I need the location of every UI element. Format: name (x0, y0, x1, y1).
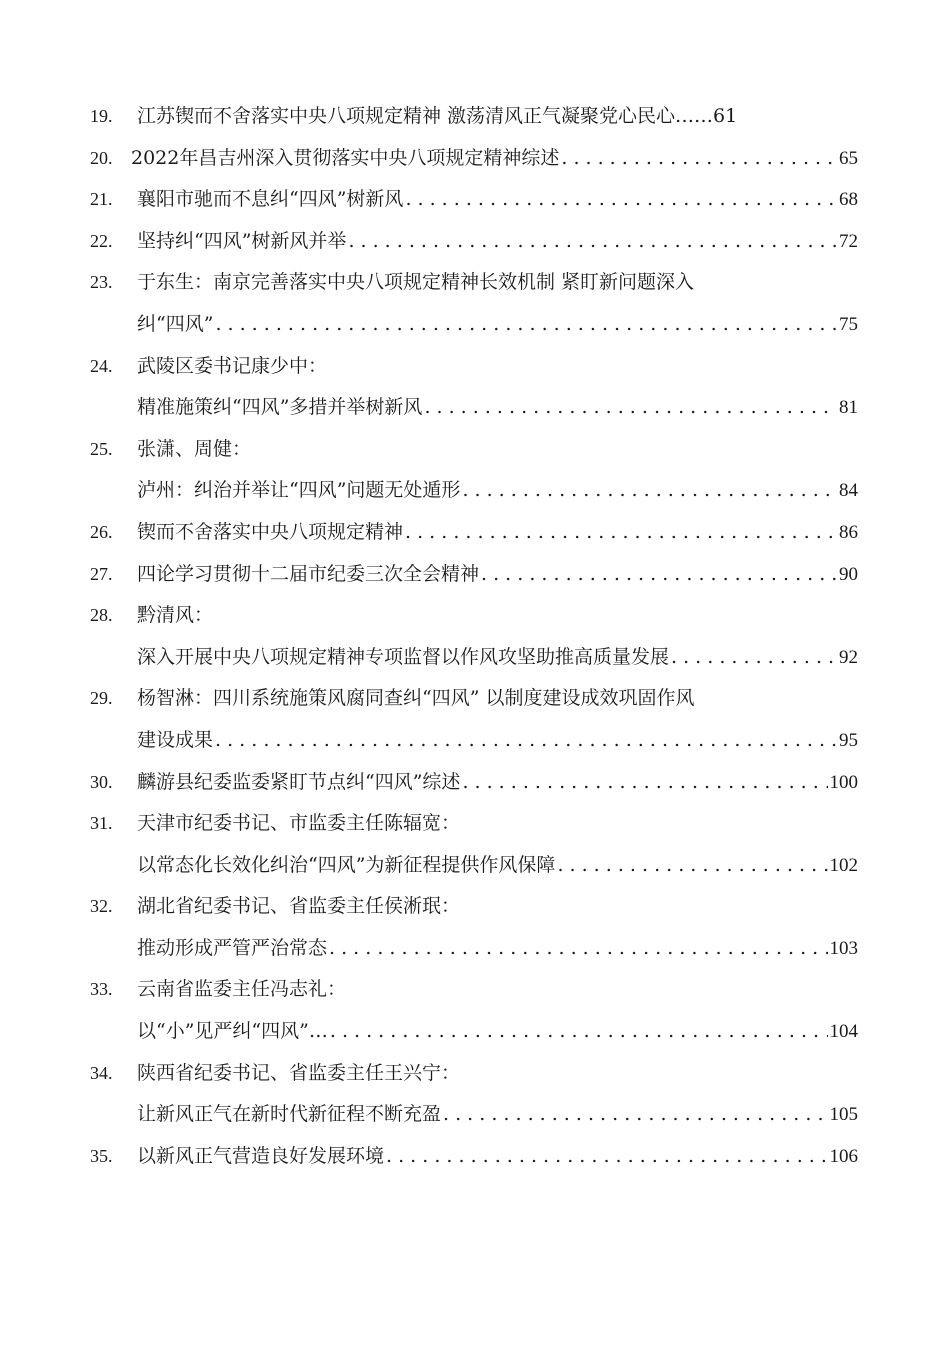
dot-leader (348, 221, 837, 263)
toc-line (0, 595, 950, 637)
toc-page-number: 102 (829, 854, 858, 876)
toc-entry-title: 坚持纠“四风”树新风并举 (137, 229, 347, 252)
toc-entry-title: 陕西省纪委书记、省监委主任王兴宁： (137, 1061, 461, 1084)
toc-entry[interactable] (137, 1094, 858, 1136)
dot-leader (481, 554, 837, 596)
toc-entry[interactable] (131, 138, 858, 180)
toc-line (0, 1053, 950, 1095)
toc-entry[interactable] (137, 346, 858, 388)
toc-entry[interactable] (137, 387, 858, 429)
toc-page-number: 100 (829, 771, 858, 793)
toc-entry-title: 泸州：纠治并举让“四风”问题无处遁形 (137, 479, 461, 502)
toc-entry-title: 纠“四风” (137, 312, 214, 335)
toc-line (0, 720, 950, 762)
toc-line (0, 1011, 950, 1053)
toc-entry-title: 武陵区委书记康少中： (137, 354, 328, 377)
toc-entry-number: 24. (90, 355, 113, 376)
toc-entry-number: 19. (90, 106, 113, 126)
toc-page-number: 75 (839, 313, 858, 335)
dot-leader (462, 762, 827, 804)
toc-line (0, 429, 950, 471)
toc-line (0, 886, 950, 928)
toc-line (0, 221, 950, 263)
toc-entry-title: 麟游县纪委监委紧盯节点纠“四风”综述 (137, 770, 461, 793)
toc-entry-number: 22. (90, 230, 113, 251)
toc-entry[interactable] (137, 470, 858, 512)
toc-entry[interactable] (137, 179, 858, 221)
toc-line (0, 346, 950, 388)
toc-entry-title: 深入开展中央八项规定精神专项监督以作风攻坚助推高质量发展 (137, 645, 670, 668)
toc-entry[interactable] (137, 1011, 858, 1053)
toc-page-number: 68 (839, 189, 858, 211)
toc-entry-title: 精准施策纠“四风”多措并举树新风 (137, 396, 423, 419)
toc-entry-title: 以常态化长效化纠治“四风”为新征程提供作风保障 (137, 853, 556, 876)
toc-entry-title: 云南省监委主任冯志礼： (137, 978, 347, 1001)
toc-line (0, 969, 950, 1011)
toc-page-number: 103 (829, 937, 858, 959)
toc-entry[interactable] (137, 803, 858, 845)
dot-leader (329, 928, 827, 970)
toc-entry[interactable] (137, 512, 858, 554)
toc-entry-number: 23. (90, 272, 113, 293)
toc-line (0, 803, 950, 845)
toc-line (0, 262, 950, 304)
toc-entry[interactable] (137, 637, 858, 679)
toc-entry-title: 锲而不舍落实中央八项规定精神 (137, 520, 404, 543)
toc-entry-number: 29. (90, 688, 113, 709)
dot-leader (386, 1136, 827, 1178)
toc-line (0, 304, 950, 346)
dot-leader (424, 387, 837, 429)
toc-entry-number: 25. (90, 438, 113, 459)
toc-entry-number: 21. (90, 189, 113, 210)
toc-entry-number: 28. (90, 605, 113, 626)
toc-entry-title: 杨智淋：四川系统施策风腐同查纠“四风” 以制度建设成效巩固作风 (137, 687, 695, 710)
toc-entry[interactable] (137, 928, 858, 970)
toc-entry[interactable] (137, 262, 858, 304)
toc-entry-number: 27. (90, 563, 113, 584)
toc-entry[interactable] (137, 886, 858, 928)
toc-entry[interactable] (137, 304, 858, 346)
toc-entry-title: 以新风正气营造良好发展环境 (137, 1144, 385, 1167)
toc-page-number: 106 (829, 1145, 858, 1167)
dot-leader (443, 1094, 827, 1136)
toc-line (0, 470, 950, 512)
toc-line (0, 512, 950, 554)
toc-line (0, 1136, 950, 1178)
dot-leader (561, 138, 837, 180)
toc-page-number: 81 (839, 397, 858, 419)
toc-line (0, 179, 950, 221)
toc-entry[interactable] (137, 678, 858, 720)
toc-line (0, 845, 950, 887)
dot-leader (671, 637, 837, 679)
toc-page-number: 90 (839, 563, 858, 585)
toc-page-number: 72 (839, 230, 858, 252)
toc-entry-title: 江苏锲而不舍落实中央八项规定精神 激荡清风正气凝聚党心民心……61 (137, 105, 738, 127)
dot-leader (405, 179, 837, 221)
toc-line (0, 138, 950, 180)
toc-page-number: 86 (839, 521, 858, 543)
toc-entry-title: 于东生：南京完善落实中央八项规定精神长效机制 紧盯新问题深入 (137, 271, 695, 294)
dot-leader (215, 720, 837, 762)
toc-entry-number: 33. (90, 979, 113, 1000)
toc-entry[interactable] (137, 1053, 858, 1095)
table-of-contents (0, 96, 950, 1177)
toc-entry-number: 26. (90, 521, 113, 542)
toc-entry[interactable] (137, 762, 858, 804)
toc-page-number: 105 (829, 1104, 858, 1126)
toc-entry[interactable] (137, 554, 858, 596)
toc-entry-title: 四论学习贯彻十二届市纪委三次全会精神 (137, 562, 480, 585)
toc-line (0, 96, 950, 138)
toc-entry-title: 天津市纪委书记、市监委主任陈辐宽： (137, 812, 461, 835)
toc-entry-title: 让新风正气在新时代新征程不断充盈 (137, 1103, 442, 1126)
toc-line (0, 678, 950, 720)
toc-entry-title: 2022年昌吉州深入贯彻落实中央八项规定精神综述 (131, 146, 560, 169)
dot-leader (405, 512, 837, 554)
toc-entry[interactable] (137, 720, 858, 762)
toc-page-number: 95 (839, 729, 858, 751)
dot-leader (462, 470, 837, 512)
toc-entry-number: 30. (90, 771, 113, 792)
toc-line (0, 762, 950, 804)
toc-entry-number: 32. (90, 896, 113, 917)
toc-entry-number: 35. (90, 1145, 113, 1166)
toc-entry-title: 张潇、周健： (137, 437, 252, 460)
toc-entry-number: 34. (90, 1062, 113, 1083)
toc-entry[interactable] (137, 845, 858, 887)
toc-entry[interactable] (137, 429, 858, 471)
toc-line (0, 1094, 950, 1136)
toc-entry[interactable] (137, 221, 858, 263)
toc-entry[interactable] (137, 1136, 858, 1178)
toc-entry-title: 建设成果 (137, 728, 214, 751)
toc-entry-title: 襄阳市驰而不息纠“四风”树新风 (137, 188, 404, 211)
toc-entry-title: 以“小”见严纠“四风”… (137, 1020, 328, 1043)
dot-leader (215, 304, 837, 346)
toc-page-number: 84 (839, 480, 858, 502)
toc-entry[interactable] (137, 595, 858, 637)
toc-line (0, 637, 950, 679)
toc-entry[interactable] (137, 969, 858, 1011)
toc-line (0, 928, 950, 970)
toc-entry[interactable] (137, 96, 858, 138)
toc-entry-title: 黔清风： (137, 604, 214, 627)
toc-entry-number: 31. (90, 813, 113, 834)
toc-line (0, 554, 950, 596)
toc-entry-number: 20. (90, 147, 113, 168)
toc-page-number: 92 (839, 646, 858, 668)
toc-line (0, 387, 950, 429)
toc-page-number: 104 (829, 1021, 858, 1043)
dot-leader (330, 1011, 828, 1053)
dot-leader (557, 845, 827, 887)
toc-entry-title: 湖北省纪委书记、省监委主任侯淅珉： (137, 895, 461, 918)
toc-entry-title: 推动形成严管严治常态 (137, 936, 328, 959)
toc-page-number: 65 (839, 147, 858, 169)
